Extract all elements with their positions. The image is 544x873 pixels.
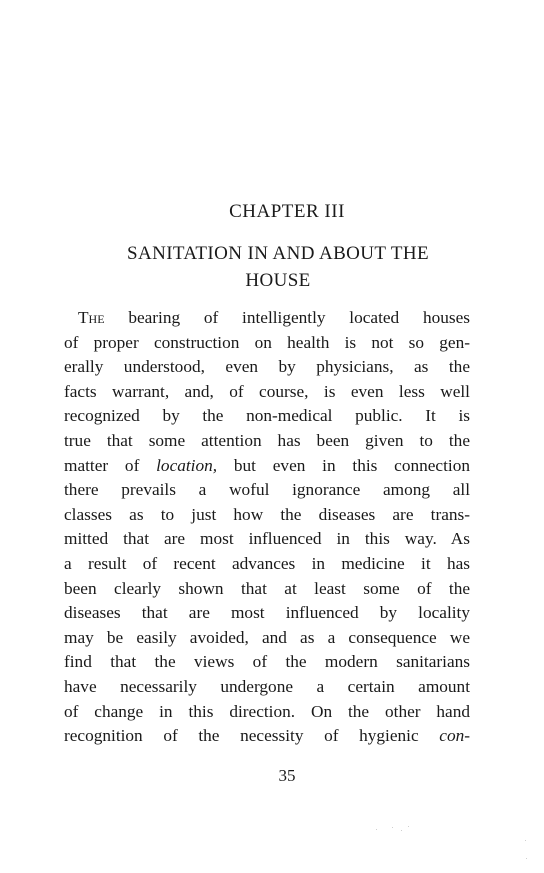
text-line: of proper construction on health is not so gen- — [64, 332, 470, 352]
chapter-title — [88, 240, 468, 294]
text-line: matter of location, but even in this connection — [64, 455, 470, 475]
italic-word: con- — [439, 726, 470, 746]
chapter-title-line-1: SANITATION IN AND ABOUT THE — [126, 243, 430, 264]
paper-speck — [525, 840, 526, 841]
paper-speck — [376, 829, 377, 830]
text-line: recognized by the non-medical public. It is — [64, 406, 470, 426]
paper-speck — [526, 858, 527, 859]
text-line: classes as to just how the diseases are trans- — [64, 504, 470, 524]
text-line: may be easily avoided, and as a consequence we — [64, 627, 470, 647]
page-number: 35 — [278, 766, 296, 785]
paper-speck — [408, 826, 409, 827]
text-line: The bearing of intelligently located houses — [78, 308, 470, 327]
chapter-heading: CHAPTER III — [229, 201, 345, 222]
text-line: of change in this direction. On the other hand — [64, 701, 470, 721]
text-line: find that the views of the modern sanitarians — [64, 652, 470, 672]
text-line: there prevails a woful ignorance among all — [64, 480, 470, 500]
body-paragraph — [64, 306, 470, 749]
text-line: have necessarily undergone a certain amount — [64, 676, 470, 696]
text-line: diseases that are most influenced by locality — [64, 603, 470, 623]
text-line: mitted that are most influenced in this way. As — [64, 529, 470, 549]
chapter-title-line-2: HOUSE — [245, 270, 311, 291]
text-line: been clearly shown that at least some of the — [64, 578, 470, 598]
italic-word: location, — [156, 455, 218, 475]
text-line: true that some attention has been given to the — [64, 430, 470, 450]
text-line: a result of recent advances in medicine it has — [64, 553, 470, 573]
drop-word: The — [78, 308, 105, 327]
text-line: recognition of the necessity of hygienic con- — [64, 726, 470, 746]
text-line: facts warrant, and, of course, is even less well — [64, 381, 470, 401]
paper-speck — [392, 827, 393, 828]
paper-speck — [401, 830, 402, 831]
text-line: erally understood, even by physicians, as the — [64, 357, 470, 377]
